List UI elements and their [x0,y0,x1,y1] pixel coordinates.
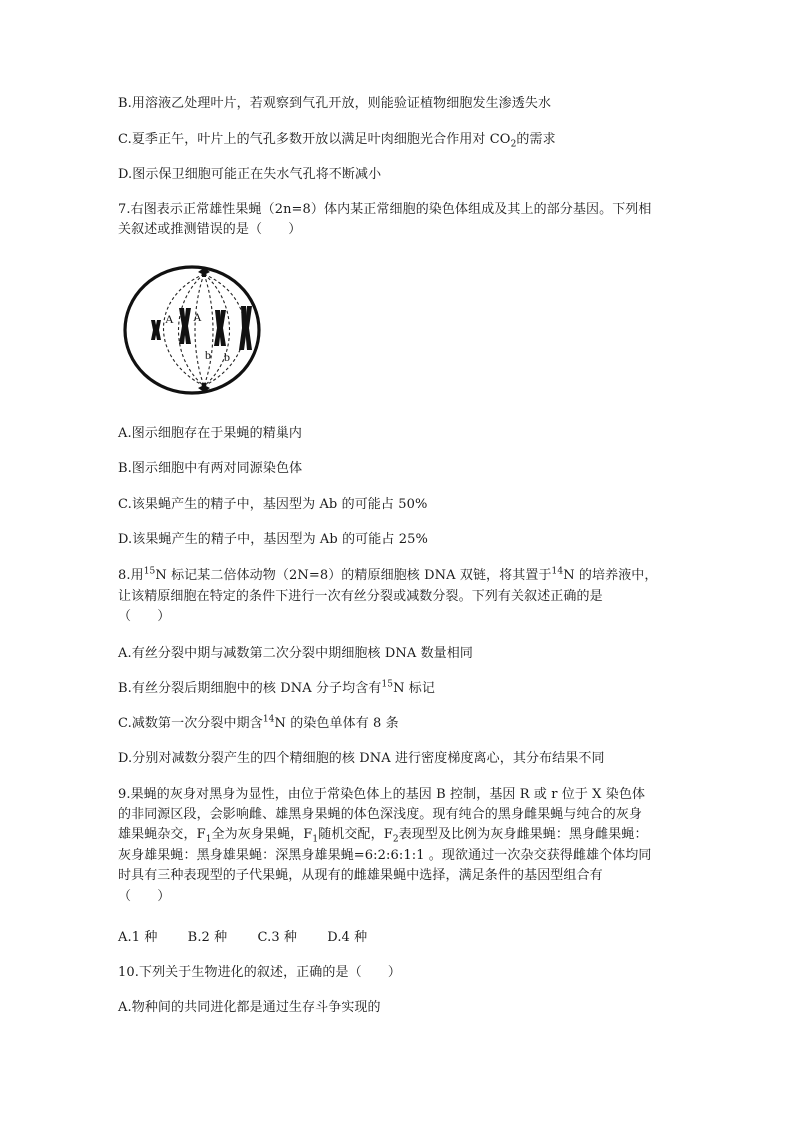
q9-stem-line6: （ ） [118,889,171,904]
q9-option-d: D.4 种 [327,930,368,945]
q7-option-a: A.图示细胞存在于果蝇的精巢内 [118,426,303,441]
q9-options [118,929,393,947]
q8-option-c: C.减数第一次分裂中期含$^{14}$N 的染色单体有 8 条 [118,714,399,731]
q9-option-b: B.2 种 [187,930,228,945]
q9-option-c: C.3 种 [257,930,298,945]
q8-stem-line1: 8.用$^{15}$N 标记某二倍体动物（2N=8）的精原细胞核 DNA 双链，将其置于$^{14}$N 的培养液中， [118,566,658,583]
gene-label-b-right: b [224,350,230,364]
q9-stem-line2: 的非同源区段，会影响雌、雄黑身果蝇的体色深浅度。现有纯合的黑身雌果蝇与纯合的灰身 [118,807,643,822]
q9-option-a: A.1 种 [118,930,158,945]
q8-option-d: D.分别对减数分裂产生的四个精细胞的核 DNA 进行密度梯度离心，其分布结果不同 [118,751,605,766]
q10-stem: 10.下列关于生物进化的叙述，正确的是（ ） [118,965,401,980]
q6-option-c: C.夏季正午，叶片上的气孔多数开放以满足叶肉细胞光合作用对 $CO_2$的需求 [118,132,556,150]
q9-stem-line3: 雄果蝇杂交，$F_1$全为灰身果蝇，$F_1$随机交配，$F_2$表现型及比例为灰身雌果蝇：黑身雌果蝇： [118,827,648,845]
q9-stem-line4: 灰身雄果蝇：黑身雄果蝇：深黑身雄果蝇=6:2:6:1:1 。现欲通过一次杂交获得雌雄个体均同 [118,848,652,863]
q7-option-c: C.该果蝇产生的精子中，基因型为 Ab 的可能占 50% [118,497,428,512]
q6-option-b: B.用溶液乙处理叶片，若观察到气孔开放，则能验证植物细胞发生渗透失水 [118,96,552,111]
q6-option-d: D.图示保卫细胞可能正在失水气孔将不断减小 [118,167,382,182]
q8-option-a: A.有丝分裂中期与减数第二次分裂中期细胞核 DNA 数量相同 [118,646,473,661]
gene-label-a-left: A [165,312,174,326]
q9-stem-line1: 9.果蝇的灰身对黑身为显性，由位于常染色体上的基因 B 控制，基因 R 或 r 位于 X 染色体 [118,787,646,802]
q7-stem-line2: 关叙述或推测错误的是（ ） [118,222,302,237]
cell-division-figure [120,258,264,404]
q8-stem-line3: （ ） [118,609,171,624]
q9-stem-line5: 时具有三种表现型的子代果蝇，从现有的雌雄果蝇中选择，满足条件的基因型组合有 [118,868,603,883]
q7-option-b: B.图示细胞中有两对同源染色体 [118,461,303,476]
q7-option-d: D.该果蝇产生的精子中，基因型为 Ab 的可能占 25% [118,532,428,547]
q7-stem-line1: 7.右图表示正常雄性果蝇（2n=8）体内某正常细胞的染色体组成及其上的部分基因。下列相 [118,202,652,217]
q8-option-b: B.有丝分裂后期细胞中的核 DNA 分子均含有$^{15}$N 标记 [118,679,436,696]
gene-label-b-left: b [205,348,211,362]
q8-stem-line2: 让该精原细胞在特定的条件下进行一次有丝分裂或减数分裂。下列有关叙述正确的是 [118,589,603,604]
gene-label-a-right: A [193,310,202,324]
q10-option-a: A.物种间的共同进化都是通过生存斗争实现的 [118,1000,381,1015]
